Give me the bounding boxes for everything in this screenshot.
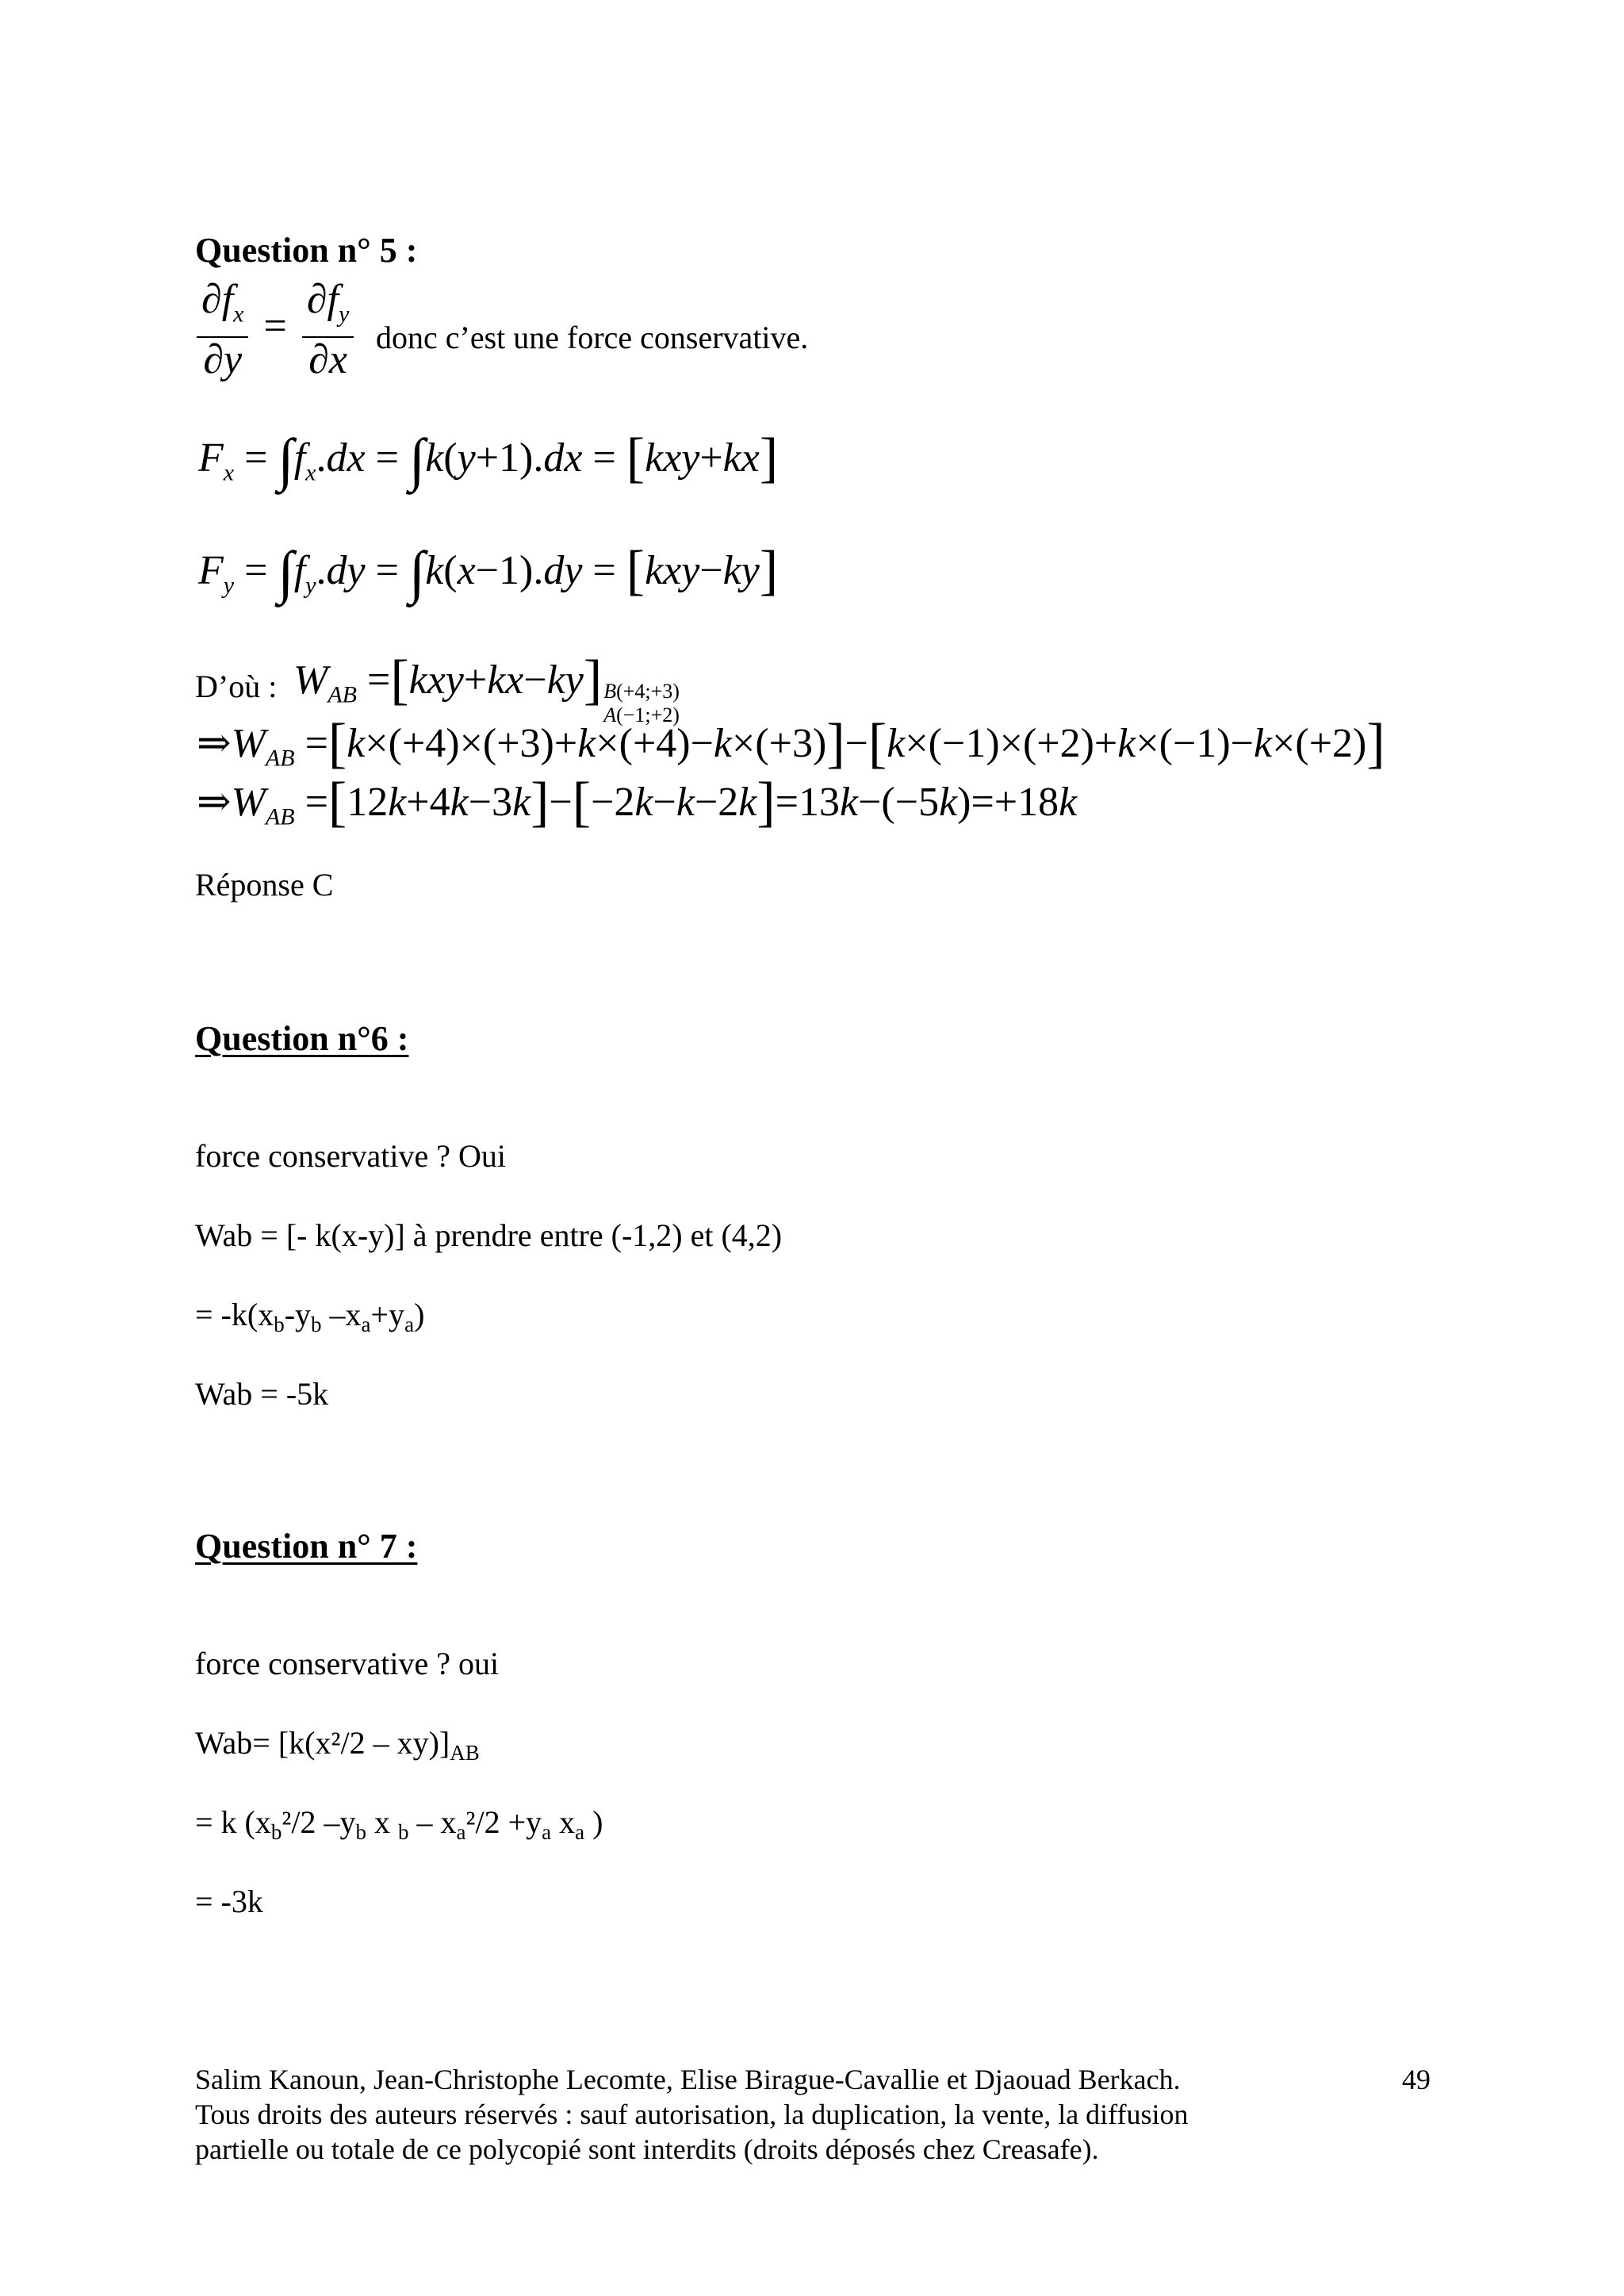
- q7-conservative-line: force conservative ? oui: [195, 1646, 500, 1681]
- footer-copyright: Tous droits des auteurs réservés : sauf autorisation, la duplication, la vente, la diffusion: [195, 2099, 1189, 2130]
- q6-work-formula: Wab = [- k(x-y)] à prendre entre (-1,2) et (4,2): [195, 1217, 783, 1253]
- q7-work-result: = -3k: [195, 1884, 263, 1919]
- footer-authors: Salim Kanoun, Jean-Christophe Lecomte, Elise Birague-Cavallie et Djaouad Berkach.: [195, 2064, 1181, 2095]
- work-ab-substitution: $\Rightarrow W_{AB} =[k\times(+4)\times(+3)+k\times(+4)-k\times(+3)]-[k\times(-1)\times(+2)+k\times(-1)-k\times(+2)]$: [197, 713, 1385, 774]
- q7-work-expansion: = k ($x_b^2/2$ $-y_b$ x $_b - x_a^2/2 +y_a$ $x_a$ ): [195, 1804, 603, 1844]
- answer-c: Réponse C: [195, 867, 334, 903]
- question-7-title: Question n° 7 :: [195, 1527, 418, 1566]
- partial-derivative-equality: $\frac{\partial f_x}{\partial y}$ = $\frac{\partial f_y}{\partial x}$: [197, 279, 354, 381]
- work-ab-result: $\Rightarrow W_{AB} =[12k+4k-3k]-[-2k-k-2k]=13k-(-5k)=+18k$: [197, 772, 1078, 833]
- work-ab-definition: $W_{AB} =[kxy+kx-ky]$ B(+4;+3) A(−1;+2): [293, 650, 680, 726]
- q6-work-result: Wab = -5k: [195, 1376, 329, 1412]
- conservative-statement: donc c’est une force conservative.: [376, 320, 809, 355]
- page-number: 49: [1402, 2064, 1431, 2095]
- q7-work-formula: $Wab= [k(x^2/2 - xy)]_{AB}$: [195, 1725, 480, 1765]
- q6-work-expansion: = $-k(x_b-y_b$ $-x_a+y_a$): [195, 1297, 425, 1336]
- question-5-title: Question n° 5 :: [195, 231, 418, 270]
- footer-copyright-cont: partielle ou totale de ce polycopié sont interdits (droits déposés chez Creasafe).: [195, 2133, 1099, 2165]
- dou-label: D’où :: [195, 669, 278, 704]
- q6-conservative-line: force conservative ? Oui: [195, 1138, 507, 1174]
- fx-integral-equation: $F_x = \int f_x.dx = \int k(y+1).dx = [kxy+kx]$: [198, 427, 779, 493]
- question-6-title: Question n°6 :: [195, 1019, 409, 1058]
- fy-integral-equation: $F_y = \int f_y.dy = \int k(x-1).dy = [kxy-ky]$: [198, 540, 779, 605]
